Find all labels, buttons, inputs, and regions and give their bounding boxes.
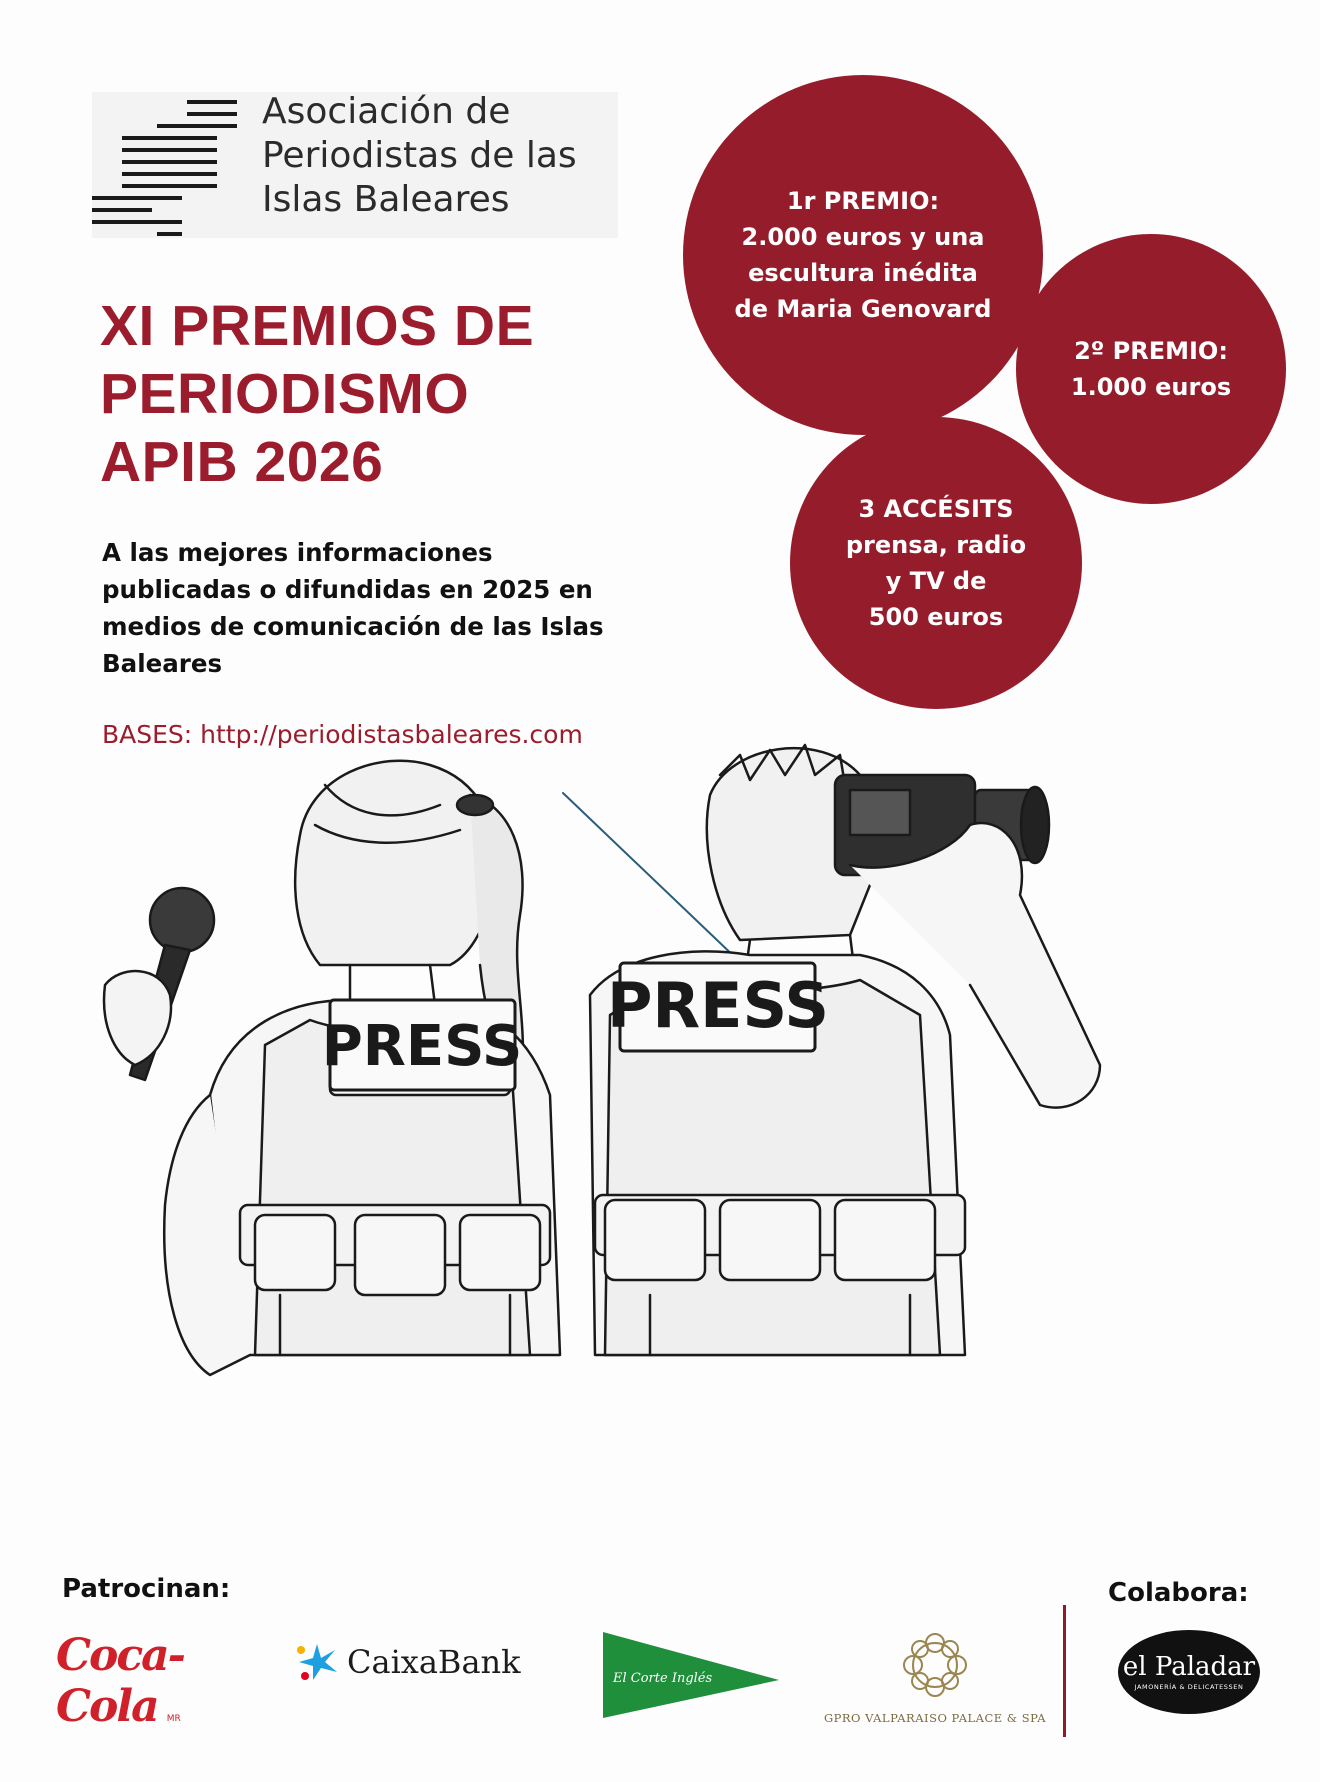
prize-line: escultura inédita xyxy=(748,259,978,287)
elcorteingles-wordmark: El Corte Inglés xyxy=(613,1671,713,1686)
prize-line: prensa, radio xyxy=(845,531,1027,559)
bases-link[interactable]: BASES: http://periodistasbaleares.com xyxy=(102,720,583,749)
elpaladar-wordmark: el Paladar xyxy=(1122,1652,1256,1682)
collaborator-label: Colabora: xyxy=(1108,1578,1249,1608)
prize-line: 2.000 euros y una xyxy=(741,223,985,251)
footer-divider xyxy=(1063,1605,1066,1737)
elpaladar-logo xyxy=(1118,1630,1260,1714)
prize-line: 3 ACCÉSITS xyxy=(858,495,1014,523)
sponsors-label: Patrocinan: xyxy=(62,1574,231,1604)
title-line: APIB 2026 xyxy=(100,430,384,494)
prize-line: 1r PREMIO: xyxy=(786,187,940,215)
org-line: Asociación de xyxy=(262,91,511,132)
gpro-emblem-icon xyxy=(900,1625,970,1705)
title-line: XI PREMIOS DE xyxy=(100,294,535,358)
event-subtitle: A las mejores informaciones publicadas o difundidas en 2025 en medios de comunicación de las Islas Baleares xyxy=(102,538,604,678)
prize-line: 1.000 euros xyxy=(1070,373,1232,401)
org-line: Periodistas de las xyxy=(262,135,577,176)
prize-line: 2º PREMIO: xyxy=(1074,337,1228,365)
accesits-circle xyxy=(790,417,1082,709)
journalists-illustration xyxy=(90,735,1190,1555)
caixabank-star-icon xyxy=(295,1642,339,1682)
org-line: Islas Baleares xyxy=(262,179,510,220)
cocacola-mark: MR xyxy=(166,1714,181,1724)
cocacola-wordmark: Coca-Cola xyxy=(56,1630,184,1732)
press-label-right: PRESS xyxy=(606,969,830,1042)
prize-line: y TV de xyxy=(885,567,987,595)
elpaladar-subtitle: JAMONERÍA & DELICATESSEN xyxy=(1134,1683,1244,1691)
caixabank-wordmark: CaixaBank xyxy=(347,1643,521,1681)
gpro-logo xyxy=(820,1625,1050,1750)
cocacola-logo xyxy=(56,1630,236,1732)
event-title xyxy=(100,292,660,496)
second-prize-circle xyxy=(1016,234,1286,504)
press-label-left: PRESS xyxy=(321,1014,523,1079)
prize-line: 500 euros xyxy=(868,603,1004,631)
caixabank-logo xyxy=(295,1642,521,1682)
gpro-name: GPRO VALPARAISO PALACE & SPA xyxy=(823,1711,1047,1725)
elcorteingles-logo xyxy=(601,1630,781,1720)
organization-name xyxy=(262,90,622,222)
title-line: PERIODISMO xyxy=(100,362,470,426)
prize-line: de Maria Genovard xyxy=(734,295,992,323)
first-prize-circle xyxy=(683,75,1043,435)
apib-logo-icon xyxy=(92,98,242,238)
